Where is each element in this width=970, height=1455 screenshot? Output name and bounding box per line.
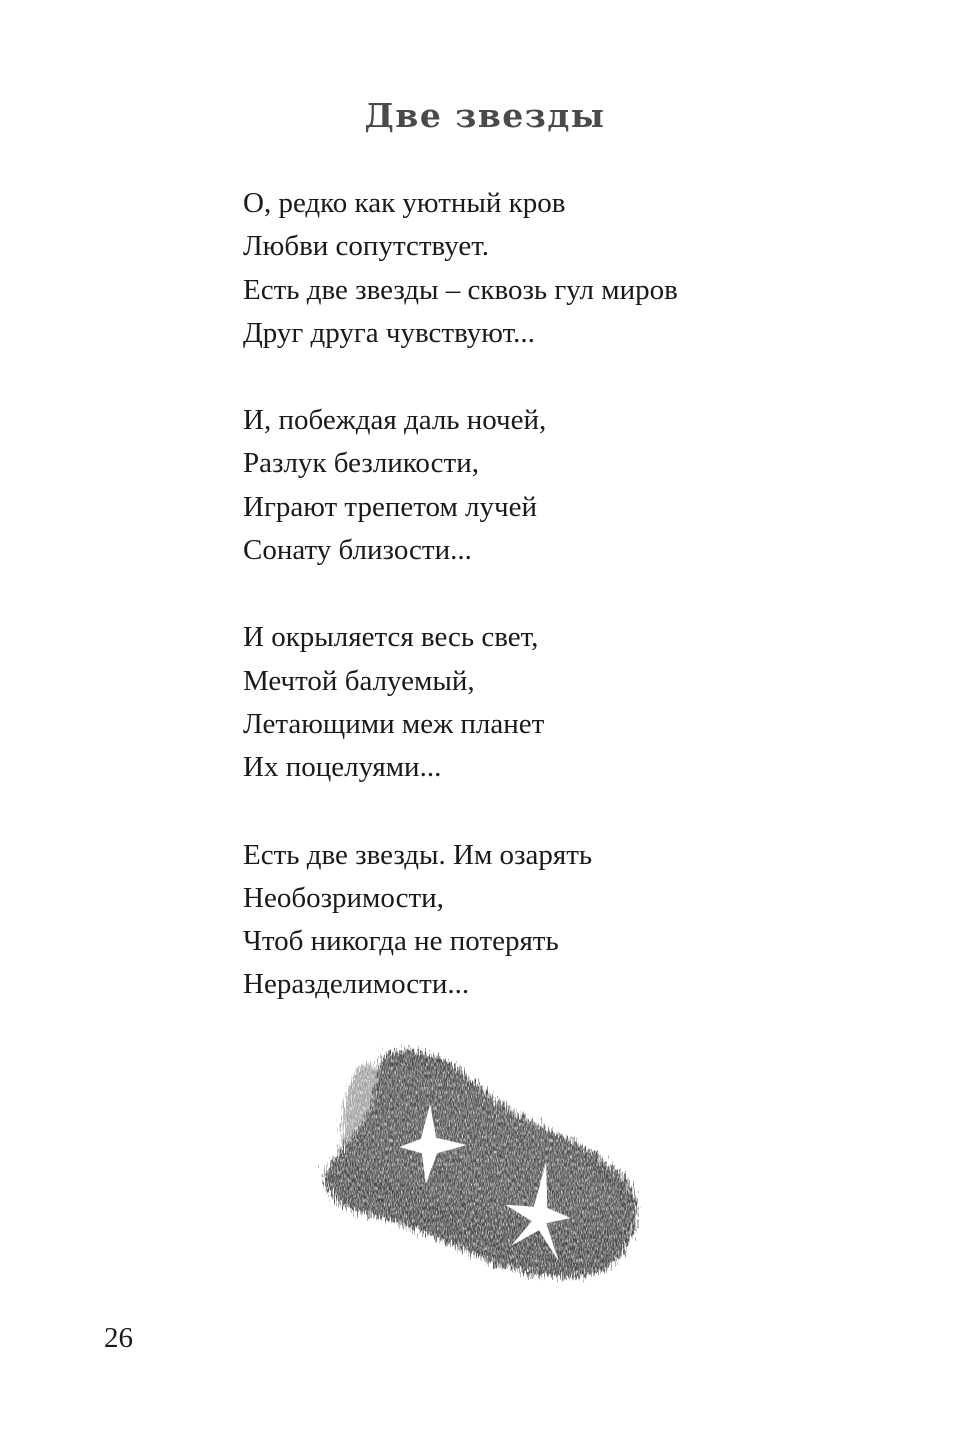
page-number: 26 (104, 1322, 133, 1354)
stanza-4 (243, 834, 843, 1007)
poem-line: Разлук безликости, (243, 447, 479, 480)
stanza-1 (243, 182, 843, 355)
poem-line: Есть две звезды. Им озарять (243, 838, 593, 871)
poem-line: Необозримости, (243, 881, 444, 914)
poem-line: О, редко как уютный кров (243, 187, 566, 219)
poem-line: Есть две звезды – сквозь гул миров (243, 273, 678, 306)
poem-line: Летающими меж планет (243, 707, 545, 740)
poem-line: Чтоб никогда не потерять (243, 925, 559, 958)
poem-line: Неразделимости... (243, 968, 470, 1001)
stanza-3 (243, 616, 843, 789)
poem-line: Друг друга чувствуют... (243, 316, 535, 349)
poem-line: Любви сопутствует. (243, 230, 489, 263)
poem-line: Мечтой балуемый, (243, 664, 475, 697)
stanza-2 (243, 399, 843, 572)
poem-line: Их поцелуями... (243, 751, 442, 784)
two-stars-ink-illustration (300, 1035, 660, 1295)
poem-line: Играют трепетом лучей (243, 490, 537, 523)
ink-smudge (324, 1050, 637, 1277)
poem-line: И, побеждая даль ночей, (243, 404, 547, 437)
poem-body (243, 182, 843, 1051)
poem-line: Сонату близости... (243, 534, 472, 567)
poem-title: Две звезды (364, 96, 606, 135)
poem-line: И окрыляется весь свет, (243, 621, 539, 654)
